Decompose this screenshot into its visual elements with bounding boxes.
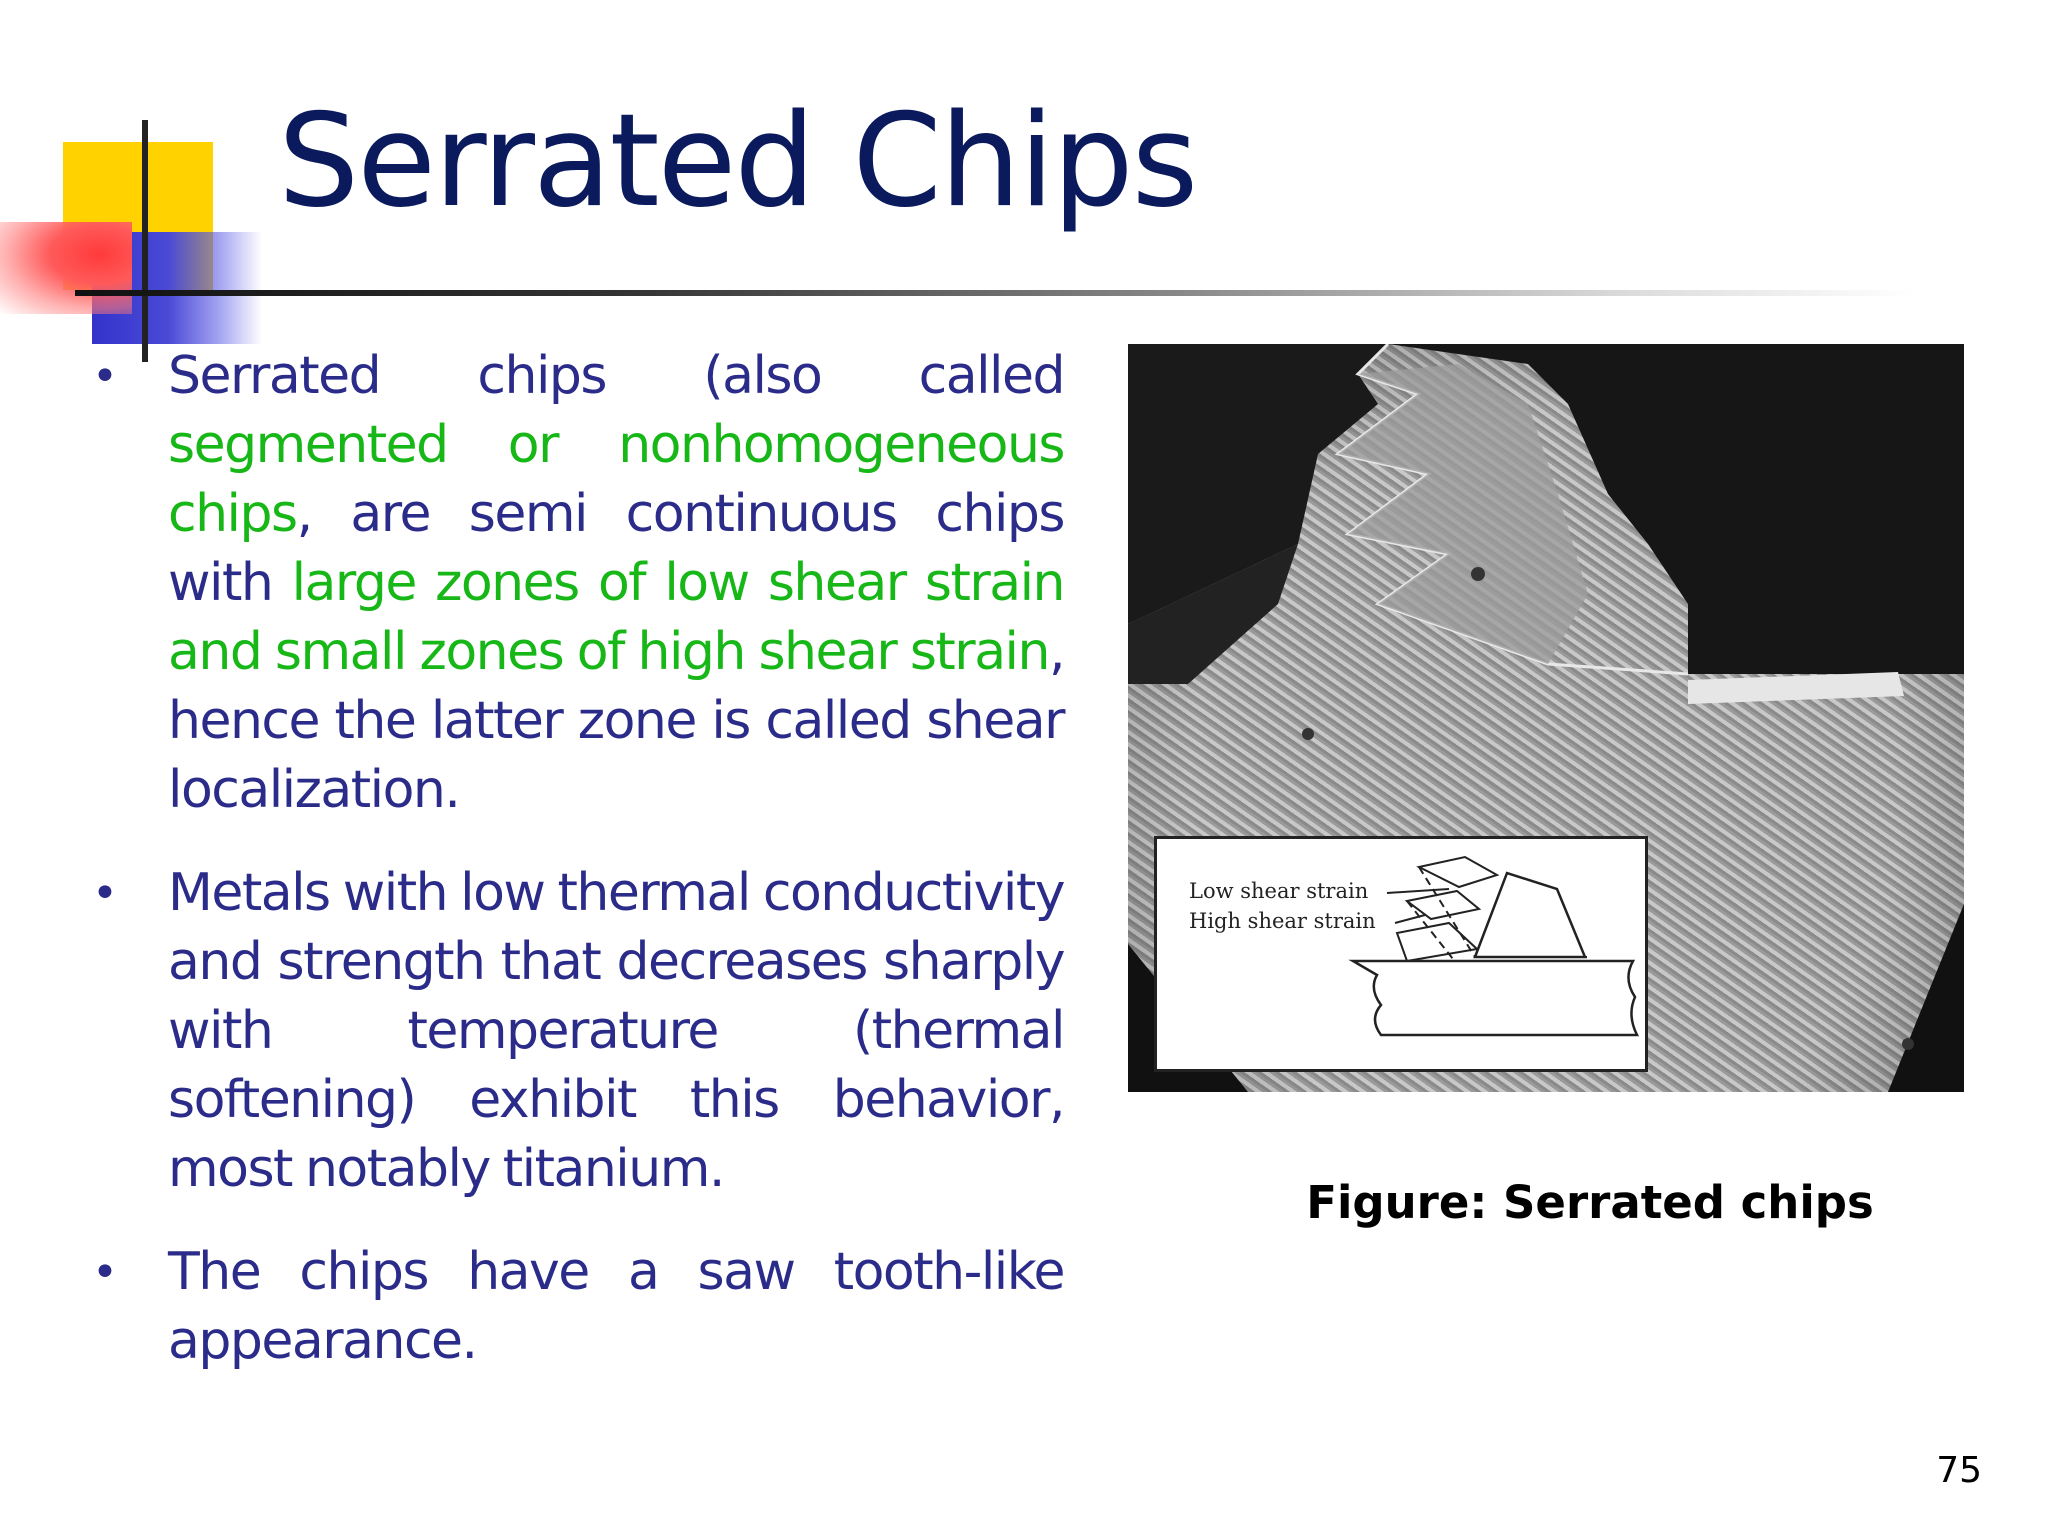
bullet-dot-icon: • xyxy=(92,351,118,402)
bullet-text xyxy=(168,1238,1064,1376)
text-segment: , are semi continuous chips with xyxy=(168,484,1064,613)
title-underline xyxy=(75,290,1915,296)
bullet-dot-icon: • xyxy=(92,868,118,919)
low-shear-label: Low shear strain xyxy=(1189,879,1369,903)
text-segment: Serrated chips (also called xyxy=(168,346,1064,406)
text-segment: Metals with low thermal conductivity and strength that decreases sharply with temperature (thermal softening) exhibit this behavior, most notably titanium. xyxy=(168,863,1064,1199)
inset-diagram xyxy=(1154,836,1648,1072)
emphasis-segment: segmented or nonhomogeneous chips xyxy=(168,415,1064,544)
bullet-item xyxy=(92,859,1064,1204)
text-segment: , hence the latter zone is called shear localization. xyxy=(168,622,1064,820)
high-shear-label: High shear strain xyxy=(1189,909,1376,933)
bullet-list xyxy=(92,342,1064,1410)
slide-title: Serrated Chips xyxy=(278,87,1197,236)
bullet-item xyxy=(92,1238,1064,1376)
text-segment: The chips have a saw tooth-like appearance. xyxy=(168,1242,1064,1371)
figure-caption: Figure: Serrated chips xyxy=(1306,1176,1874,1229)
micrograph-figure xyxy=(1128,344,1964,1092)
decor-red-square xyxy=(0,222,132,314)
page-number: 75 xyxy=(1936,1450,1982,1491)
decor-vertical-line xyxy=(142,120,148,362)
bullet-item xyxy=(92,342,1064,825)
bullet-text xyxy=(168,859,1064,1204)
bullet-dot-icon: • xyxy=(92,1247,118,1298)
emphasis-segment: large zones of low shear strain and small zones of high shear strain xyxy=(168,553,1064,682)
bullet-text xyxy=(168,342,1064,825)
chip-schematic-icon xyxy=(1157,839,1645,1069)
